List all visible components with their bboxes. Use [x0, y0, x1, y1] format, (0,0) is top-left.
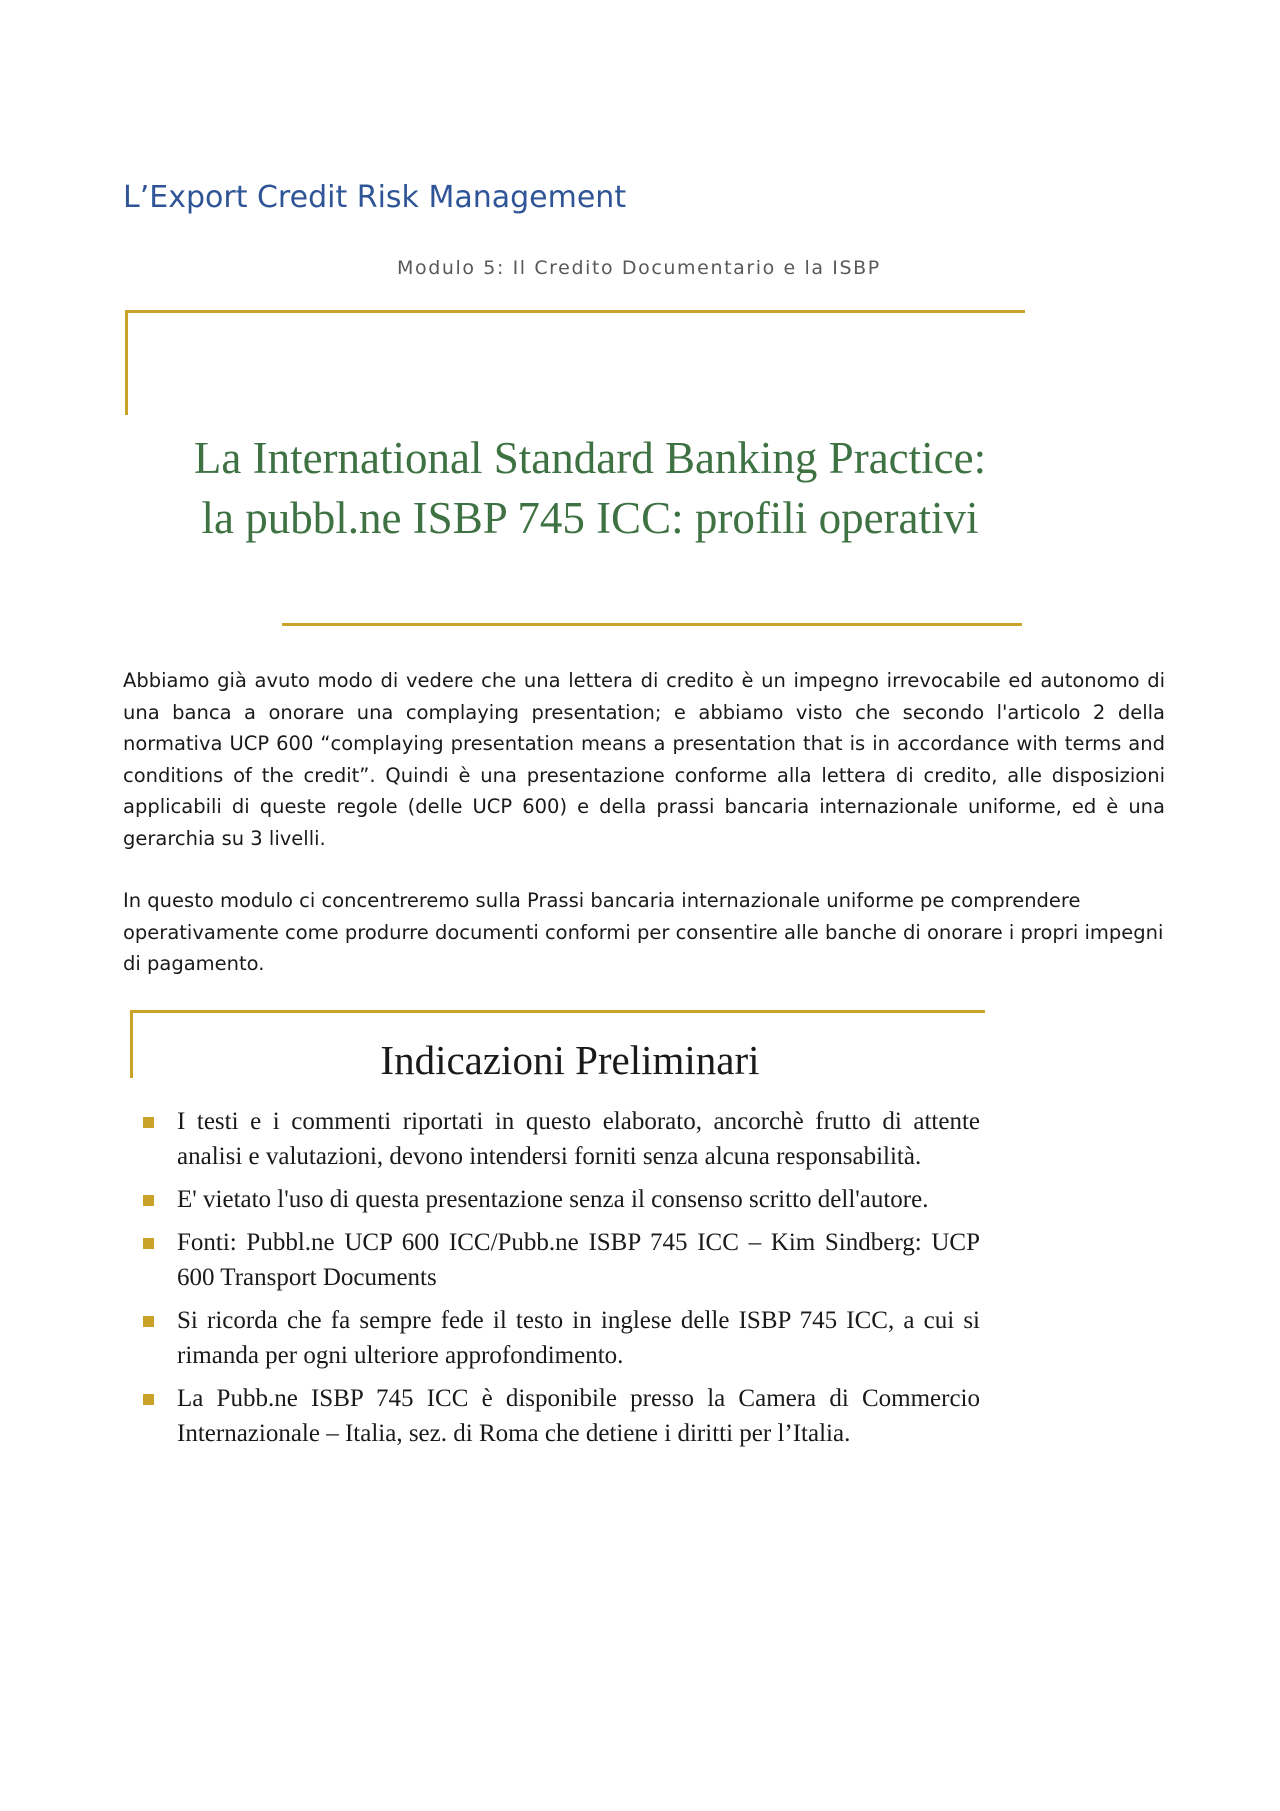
list-item-text: E' vietato l'uso di questa presentazione senza il consenso scritto dell'autore.	[177, 1186, 929, 1213]
list-item	[140, 1182, 980, 1217]
slide1-title	[130, 428, 1050, 548]
body-paragraph-1: Abbiamo già avuto modo di vedere che una lettera di credito è un impegno irrevocabile ed autonomo di una banca a onorare una complaying presentation; e abbiamo visto che secondo l'articolo 2 della normativa UCP 600 “complaying presentation means a presentation that is in accordance with terms and conditions of the credit”. Quindi è una presentazione conforme alla lettera di credito, alle disposizioni applicabili di queste regole (delle UCP 600) e della prassi bancaria internazionale uniforme, ed è una gerarchia su 3 livelli.	[123, 669, 1165, 850]
list-item-text: Fonti: Pubbl.ne UCP 600 ICC/Pubb.ne ISBP 745 ICC – Kim Sindberg: UCP 600 Transport Documents	[177, 1229, 980, 1291]
square-bullet-icon	[143, 1394, 154, 1405]
square-bullet-icon	[143, 1316, 154, 1327]
square-bullet-icon	[143, 1117, 154, 1128]
list-item	[140, 1381, 980, 1451]
slide1-title-line2: la pubbl.ne ISBP 745 ICC: profili operativi	[201, 493, 979, 543]
list-item-text: I testi e i commenti riportati in questo elaborato, ancorchè frutto di attente analisi e valutazioni, devono intendersi forniti senza alcuna responsabilità.	[177, 1108, 980, 1170]
list-item-text: La Pubb.ne ISBP 745 ICC è disponibile presso la Camera di Commercio Internazionale – Italia, sez. di Roma che detiene i diritti per l’Italia.	[177, 1385, 980, 1447]
document-title: L’Export Credit Risk Management	[123, 180, 627, 215]
list-item-text: Si ricorda che fa sempre fede il testo in inglese delle ISBP 745 ICC, a cui si rimanda per ogni ulteriore approfondimento.	[177, 1307, 980, 1369]
slide1-left-rule	[125, 310, 128, 415]
slide1-title-line1: La International Standard Banking Practice:	[193, 433, 987, 483]
list-item	[140, 1225, 980, 1295]
slide1-top-rule	[125, 310, 1025, 313]
body-paragraph-2: In questo modulo ci concentreremo sulla Prassi bancaria internazionale uniforme pe comprendere operativamente come produrre documenti conformi per consentire alle banche di onorare i propri impegni di pagamento.	[123, 889, 1164, 975]
preliminary-notes-list	[140, 1104, 980, 1459]
slide2-title: Indicazioni Preliminari	[380, 1037, 760, 1083]
slide2-left-rule	[130, 1010, 133, 1078]
slide2-top-rule	[130, 1010, 985, 1013]
square-bullet-icon	[143, 1238, 154, 1249]
list-item	[140, 1104, 980, 1174]
list-item	[140, 1303, 980, 1373]
slide1-bottom-rule	[282, 623, 1022, 626]
document-subtitle: Modulo 5: Il Credito Documentario e la ISBP	[397, 257, 881, 279]
square-bullet-icon	[143, 1195, 154, 1206]
